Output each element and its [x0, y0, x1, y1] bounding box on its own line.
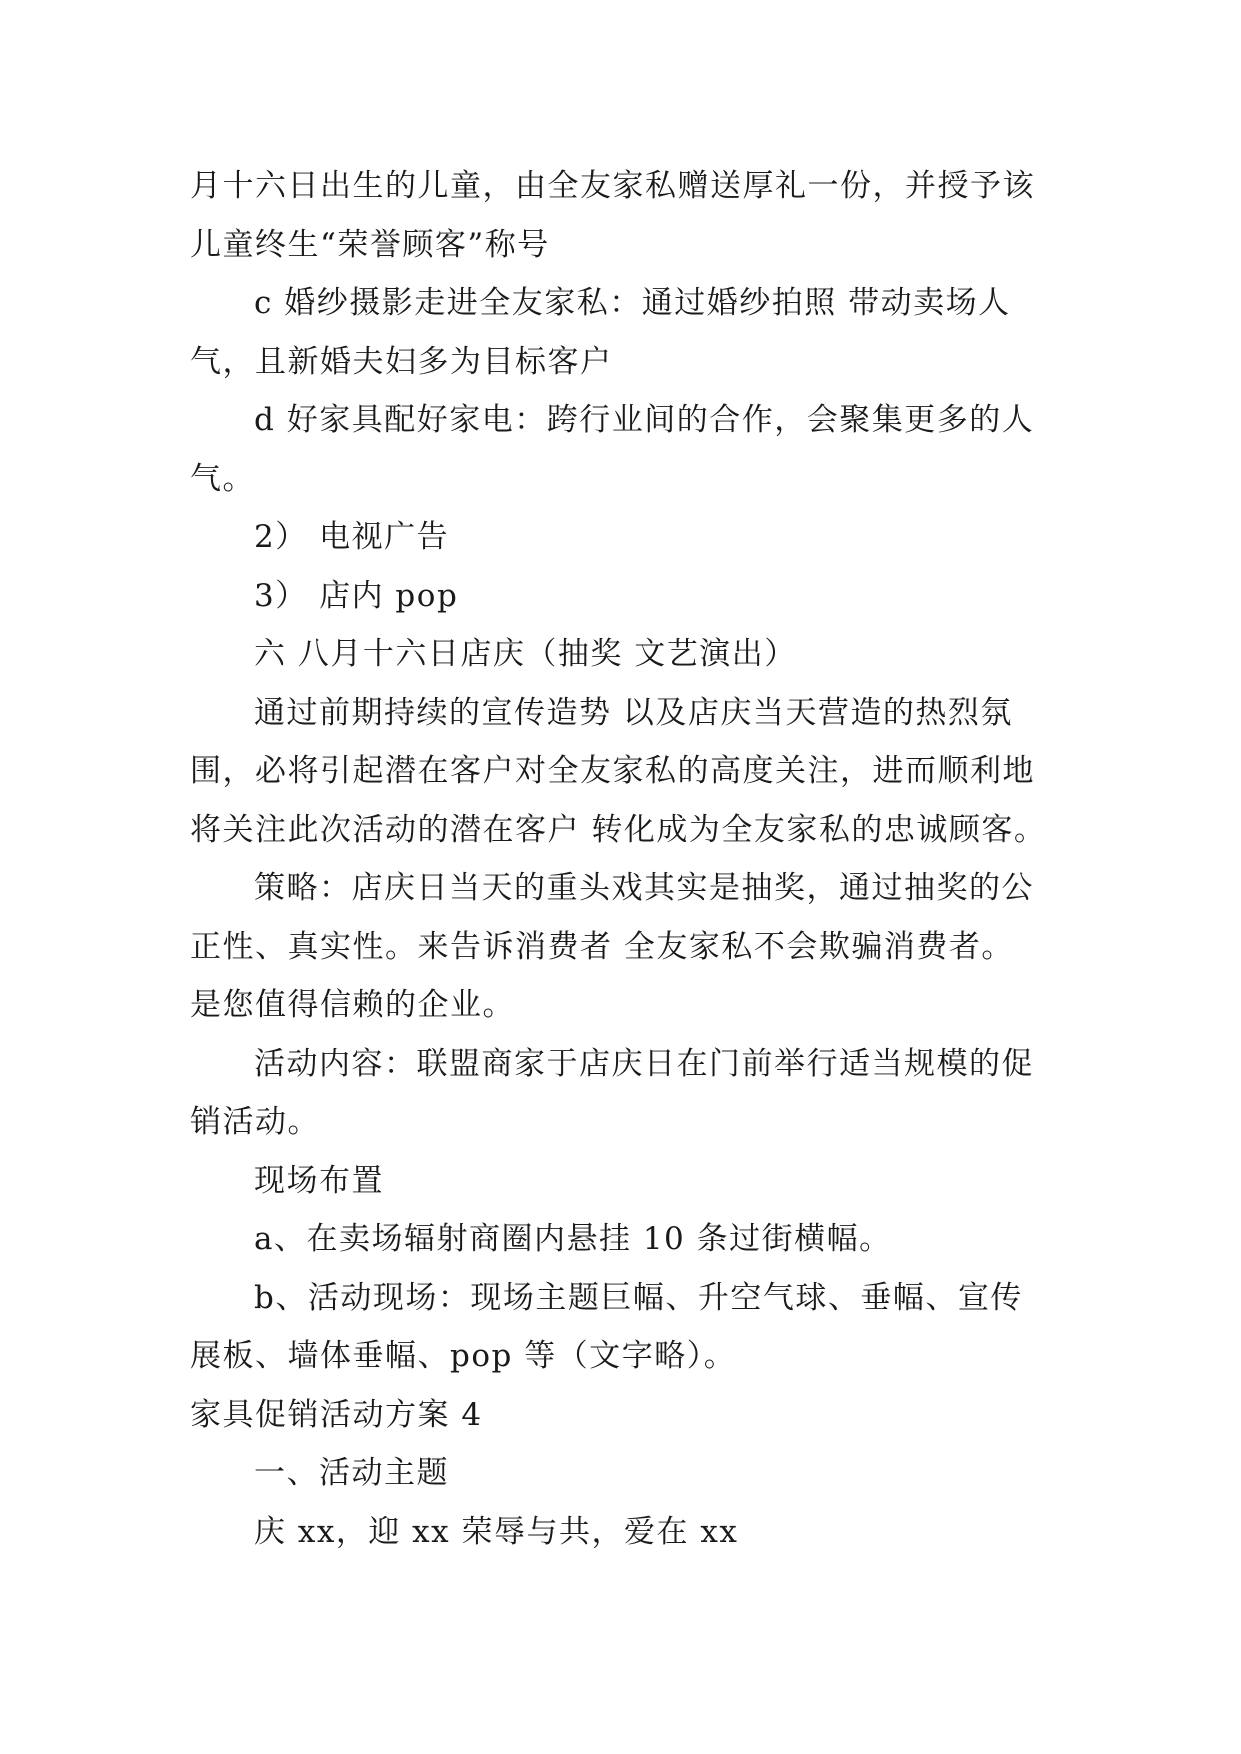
text-line: 正性、真实性。来告诉消费者 全友家私不会欺骗消费者。 [190, 928, 1014, 965]
section-heading: 现场布置 [254, 1162, 384, 1199]
text-line: 是您值得信赖的企业。 [190, 987, 515, 1023]
text-line: 气。 [190, 460, 255, 497]
document-body [190, 157, 1060, 1561]
text-line: a、在卖场辐射商圈内悬挂 10 条过街横幅。 [254, 1221, 892, 1257]
section-heading: 六 八月十六日店庆（抽奖 文艺演出） [254, 636, 797, 672]
text-line: 儿童终生“荣誉顾客”称号 [190, 226, 550, 263]
text-line: 活动内容：联盟商家于店庆日在门前举行适当规模的促 [254, 1045, 1034, 1082]
text-line: d 好家具配好家电：跨行业间的合作，会聚集更多的人 [254, 402, 1035, 438]
text-line: 月十六日出生的儿童，由全友家私赠送厚礼一份，并授予该 [190, 168, 1035, 204]
text-line: 围，必将引起潜在客户对全友家私的高度关注，进而顺利地 [190, 753, 1035, 789]
text-line: b、活动现场：现场主题巨幅、升空气球、垂幅、宣传 [254, 1279, 1023, 1316]
text-line: c 婚纱摄影走进全友家私：通过婚纱拍照 带动卖场人 [254, 285, 1011, 321]
text-line: 气，且新婚夫妇多为目标客户 [190, 343, 613, 380]
section-heading: 一、活动主题 [254, 1455, 449, 1491]
text-line: 展板、墙体垂幅、pop 等（文字略）。 [190, 1338, 737, 1374]
text-line: 2） 电视广告 [254, 519, 450, 555]
text-line: 3） 店内 pop [254, 577, 459, 614]
text-line: 策略：店庆日当天的重头戏其实是抽奖，通过抽奖的公 [254, 870, 1034, 906]
text-line: 销活动。 [190, 1104, 320, 1140]
text-line: 通过前期持续的宣传造势 以及店庆当天营造的热烈氛 [254, 694, 1013, 731]
text-line: 庆 xx，迎 xx 荣辱与共，爱在 xx [254, 1513, 739, 1550]
text-line: 将关注此次活动的潜在客户 转化成为全友家私的忠诚顾客。 [190, 811, 1047, 848]
document-title: 家具促销活动方案 4 [190, 1396, 483, 1433]
